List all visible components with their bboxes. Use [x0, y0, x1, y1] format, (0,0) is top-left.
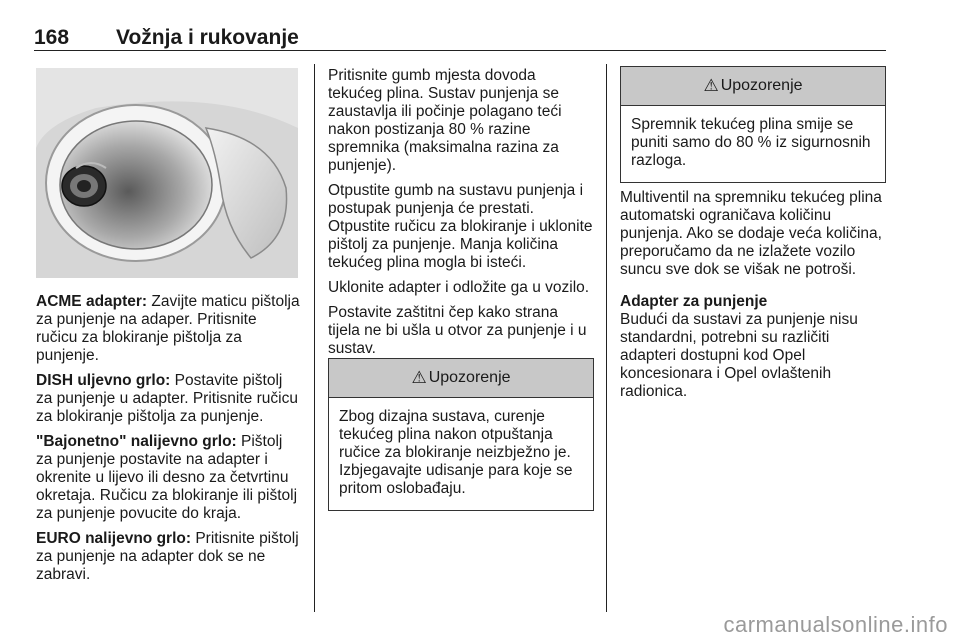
column-divider-2 — [606, 64, 607, 612]
column-divider-1 — [314, 64, 315, 612]
heading-filling-adapter: Adapter za punjenje — [620, 293, 768, 310]
page-title: Vožnja i rukovanje — [116, 26, 299, 49]
warning-header — [621, 67, 885, 106]
paragraph-filling-adapter: Budući da sustavi za punjenje nisu standardni, potrebni su različiti adapteri dostupni kod Opel koncesionara i Opel ovlaštenih radionica. — [620, 311, 858, 400]
paragraph-protective-cap: Postavite zaštitni čep kako strana tijela ne bi ušla u otvor za punjenje i u sustav. — [328, 304, 587, 357]
paragraph-acme — [36, 293, 302, 365]
column-2-text — [328, 67, 594, 365]
fuel-filler-drawing — [36, 68, 298, 278]
warning-header — [329, 359, 593, 398]
warning-triangle-icon: ⚠ — [411, 368, 427, 387]
term-dish: DISH uljevno grlo: — [36, 372, 171, 389]
warning-triangle-icon: ⚠ — [703, 76, 719, 95]
column-3-text — [620, 189, 888, 408]
warning-box-80-percent — [620, 66, 886, 183]
paragraph-multivalve: Multiventil na spremniku tekućeg plina automatski ograničava količinu punjenja. Ako se dodaje veća količina, preporučamo da ne izlažete vozilo suncu sve dok se višak ne potroši. — [620, 189, 882, 278]
watermark: carmanualsonline.info — [723, 612, 948, 637]
paragraph-euro — [36, 530, 302, 584]
column-1-text — [36, 293, 302, 591]
paragraph-remove-adapter: Uklonite adapter i odložite ga u vozilo. — [328, 279, 590, 296]
page-number: 168 — [34, 26, 70, 49]
term-bajonet: "Bajonetno" nalijevno grlo: — [36, 433, 237, 450]
page-header — [34, 26, 886, 52]
warning-title: Upozorenje — [720, 77, 803, 94]
text-bajonet: Pištolj za punjenje postavite na adapter i okrenite u lijevo ili desno za četvrtinu okretaja. Ručicu za blokiranje ili pištolj za punjenje povucite do kraja. — [36, 433, 298, 522]
term-acme-adapter: ACME adapter: — [36, 293, 148, 310]
warning-title: Upozorenje — [428, 369, 511, 386]
text-acme-adapter: Zavijte maticu pištolja za punjenje na adaper. Pritisnite ručicu za blokiranje pištolja za punjenje. — [36, 293, 300, 364]
warning-box-leak — [328, 358, 594, 511]
text-dish: Postavite pištolj za punjenje u adapter. Pritisnite ručicu za blokiranje pištolja za punjenje. — [36, 372, 298, 425]
paragraph-press-button: Pritisnite gumb mjesta dovoda tekućeg plina. Sustav punjenja se zaustavlja ili počinje polagano teći nakon postizanja 80 % razine spremnika (maksimalna razina za punjenje). — [328, 67, 562, 174]
header-divider — [34, 50, 886, 51]
term-euro: EURO nalijevno grlo: — [36, 530, 192, 547]
text-euro: Pritisnite pištolj za punjenje na adapter dok se ne zabravi. — [36, 530, 299, 583]
paragraph-bajonet — [36, 433, 302, 523]
paragraph-release-button: Otpustite gumb na sustavu punjenja i postupak punjenja će prestati. Otpustite ručicu za blokiranje i uklonite pištolj za punjenje. Manja količina tekućeg plina mogla bi isteći. — [328, 182, 593, 271]
warning-text: Zbog dizajna sustava, curenje tekućeg plina nakon otpuštanja ručice za blokiranje neizbježno je. Izbjegavajte udisanje para koje se pritom oslobađaju. — [339, 408, 573, 497]
fuel-filler-illustration — [36, 68, 298, 278]
warning-text: Spremnik tekućeg plina smije se puniti samo do 80 % iz sigurnosnih razloga. — [631, 116, 871, 169]
paragraph-dish — [36, 372, 302, 426]
